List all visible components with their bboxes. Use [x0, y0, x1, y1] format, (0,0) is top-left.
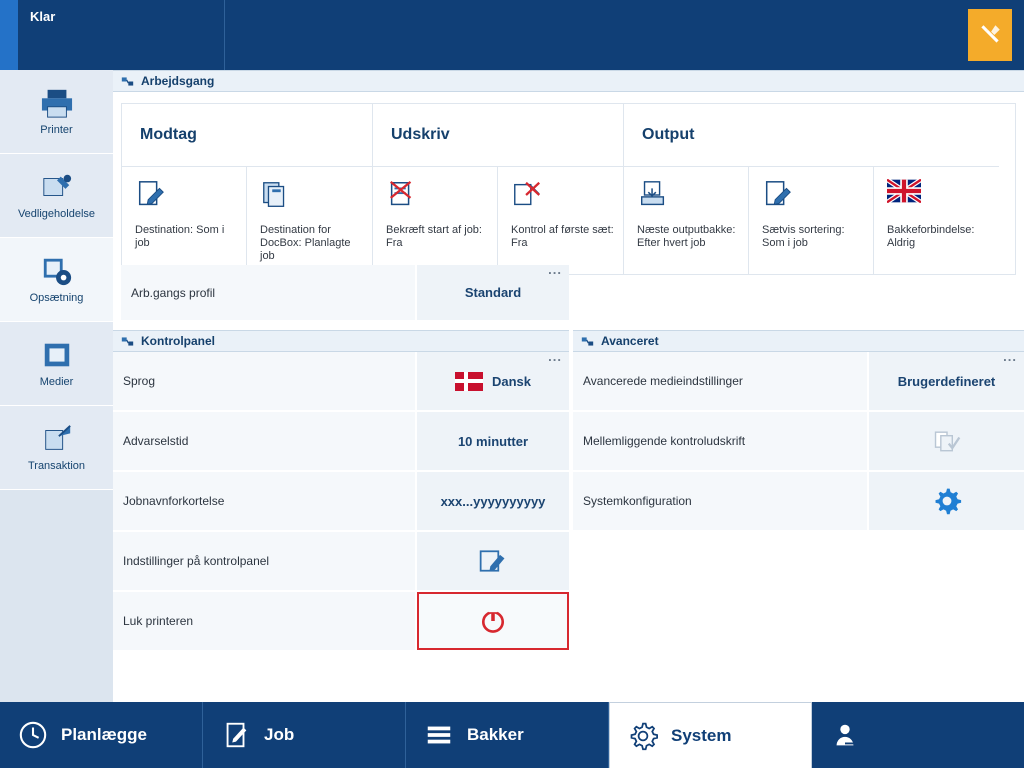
workflow-profile-label: Arb.gangs profil: [121, 265, 417, 320]
workflow-column-udskriv: [373, 104, 624, 274]
workflow-cell[interactable]: [498, 167, 623, 274]
sidebar: [0, 70, 113, 702]
danish-flag-icon: [455, 372, 483, 391]
interim-check-print-icon: [932, 427, 962, 455]
setting-value-systemkonfiguration[interactable]: [869, 472, 1024, 530]
workflow-header-label: Arbejdsgang: [141, 74, 215, 88]
setting-value-jobnavnforkortelse[interactable]: [417, 472, 569, 530]
setting-value-text: Dansk: [491, 373, 532, 389]
workflow-grid: [121, 103, 1016, 275]
workflow-column-title: Output: [624, 104, 999, 167]
transaction-arrow-icon: [38, 423, 76, 455]
workflow-cell-label: Bekræft start af job: Fra: [386, 224, 482, 249]
power-icon: [478, 606, 508, 636]
main-content: [113, 70, 1024, 702]
control-panel-header: [113, 330, 569, 352]
workflow-cell-label: Sætvis sortering: Som i job: [762, 224, 845, 249]
setting-row-avancerede-medieindstillinger[interactable]: [573, 349, 1024, 410]
workflow-cell-label: Næste outputbakke: Efter hvert job: [637, 224, 736, 249]
workflow-profile-row[interactable]: [121, 262, 569, 320]
advanced-icon: [581, 335, 594, 348]
setting-value-advarselstid[interactable]: [417, 412, 569, 470]
workflow-panel: [113, 70, 1024, 300]
setting-value-mellemliggende[interactable]: [869, 412, 1024, 470]
setting-value-text: Brugerdefineret: [897, 373, 996, 389]
setting-value-indstillinger[interactable]: [417, 532, 569, 590]
user-key-icon: [830, 720, 860, 750]
control-panel-icon: [121, 335, 134, 348]
top-bar-accent: [0, 0, 18, 70]
job-start-cancel-icon: [386, 179, 488, 217]
workflow-column-modtag: [122, 104, 373, 274]
media-tray-icon: [38, 339, 76, 371]
workflow-cell[interactable]: [874, 167, 999, 274]
workflow-cell[interactable]: [247, 167, 372, 274]
tab-label: System: [671, 725, 732, 745]
setting-row-jobnavnforkortelse[interactable]: [113, 472, 569, 530]
control-panel: [113, 330, 569, 652]
first-set-check-icon: [511, 179, 614, 217]
tab-user[interactable]: [812, 702, 1016, 768]
advanced-panel-header: [573, 330, 1024, 352]
workflow-column-title: Udskriv: [373, 104, 623, 167]
sidebar-label-printer: Printer: [40, 124, 73, 136]
workflow-icon: [121, 75, 134, 88]
setting-label: Mellemliggende kontroludskrift: [573, 412, 869, 470]
printer-status-text: Klar: [30, 9, 56, 24]
setting-label: Luk printeren: [113, 592, 417, 650]
sidebar-label-opsaetning: Opsætning: [29, 292, 84, 304]
tools-button[interactable]: [968, 9, 1012, 61]
tab-job[interactable]: [203, 702, 406, 768]
shutdown-button[interactable]: [417, 592, 569, 650]
setting-label: Avancerede medieindstillinger: [573, 352, 869, 410]
job-document-icon: [221, 720, 251, 750]
control-panel-header-label: Kontrolpanel: [141, 334, 215, 348]
maintenance-wrench-icon: [38, 171, 76, 203]
sidebar-item-printer[interactable]: [0, 70, 113, 154]
top-bar-divider: [224, 0, 225, 70]
setting-row-sprog[interactable]: [113, 349, 569, 410]
workflow-cell-label: Bakkeforbindelse: Aldrig: [887, 224, 975, 249]
document-pencil-icon: [135, 179, 237, 217]
tab-label: Job: [264, 725, 295, 744]
setting-row-indstillinger-kontrolpanel[interactable]: [113, 532, 569, 590]
more-options-ellipsis[interactable]: ...: [1003, 349, 1017, 364]
workflow-cell-label: Destination for DocBox: Planlagte job: [260, 224, 351, 262]
setting-label: Advarselstid: [113, 412, 417, 470]
sidebar-item-vedligeholdelse[interactable]: [0, 154, 113, 238]
docbox-icon: [260, 179, 363, 217]
workflow-panel-header: [113, 70, 1024, 92]
tab-system[interactable]: [609, 702, 812, 768]
setting-value-text: 10 minutter: [457, 433, 529, 449]
tab-label: Bakker: [467, 725, 524, 744]
setting-value-avancerede-medieindstillinger[interactable]: [869, 349, 1024, 410]
sidebar-label-transaktion: Transaktion: [27, 460, 86, 472]
setting-label: Systemkonfiguration: [573, 472, 869, 530]
collate-icon: [762, 179, 864, 217]
workflow-profile-value[interactable]: [417, 262, 569, 320]
setting-label: Jobnavnforkortelse: [113, 472, 417, 530]
wrench-screwdriver-icon: [977, 22, 1003, 48]
workflow-column-title: Modtag: [122, 104, 372, 167]
sidebar-item-medier[interactable]: [0, 322, 113, 406]
edit-panel-icon: [478, 547, 508, 575]
gear-icon: [932, 486, 962, 516]
workflow-cell[interactable]: [624, 167, 749, 274]
top-bar: [0, 0, 1024, 70]
workflow-cell-label: Destination: Som i job: [135, 224, 225, 249]
tab-bakker[interactable]: [406, 702, 609, 768]
clock-icon: [18, 720, 48, 750]
sidebar-label-medier: Medier: [39, 376, 74, 388]
more-options-ellipsis[interactable]: ...: [548, 349, 562, 364]
setting-value-text: xxx...yyyyyyyyyy: [440, 493, 546, 509]
workflow-cell-label: Kontrol af første sæt: Fra: [511, 224, 614, 249]
system-gear-icon: [628, 721, 658, 751]
sidebar-item-opsaetning[interactable]: [0, 238, 113, 322]
bottom-tab-bar: [0, 702, 1024, 768]
output-tray-icon: [637, 179, 739, 217]
setting-row-luk-printeren[interactable]: [113, 592, 569, 650]
printer-icon: [38, 87, 76, 119]
setting-row-advarselstid[interactable]: [113, 412, 569, 470]
tab-planlaegge[interactable]: [0, 702, 203, 768]
sidebar-item-transaktion[interactable]: [0, 406, 113, 490]
setting-label: Indstillinger på kontrolpanel: [113, 532, 417, 590]
trays-icon: [424, 720, 454, 750]
setting-row-systemkonfiguration[interactable]: [573, 472, 1024, 530]
advanced-header-label: Avanceret: [601, 334, 659, 348]
setup-gear-icon: [38, 255, 76, 287]
more-options-ellipsis[interactable]: ...: [548, 262, 562, 277]
tab-label: Planlægge: [61, 725, 147, 744]
advanced-panel: [573, 330, 1024, 532]
workflow-profile-value-text: Standard: [464, 285, 522, 300]
workflow-cell[interactable]: [122, 167, 247, 274]
workflow-column-output: [624, 104, 999, 274]
workflow-cell[interactable]: [749, 167, 874, 274]
setting-row-mellemliggende-kontroludskrift[interactable]: [573, 412, 1024, 470]
setting-value-sprog[interactable]: [417, 349, 569, 410]
uk-flag-icon: [887, 179, 990, 217]
sidebar-label-vedligeholdelse: Vedligeholdelse: [17, 208, 96, 220]
workflow-cell[interactable]: [373, 167, 498, 274]
setting-label: Sprog: [113, 352, 417, 410]
